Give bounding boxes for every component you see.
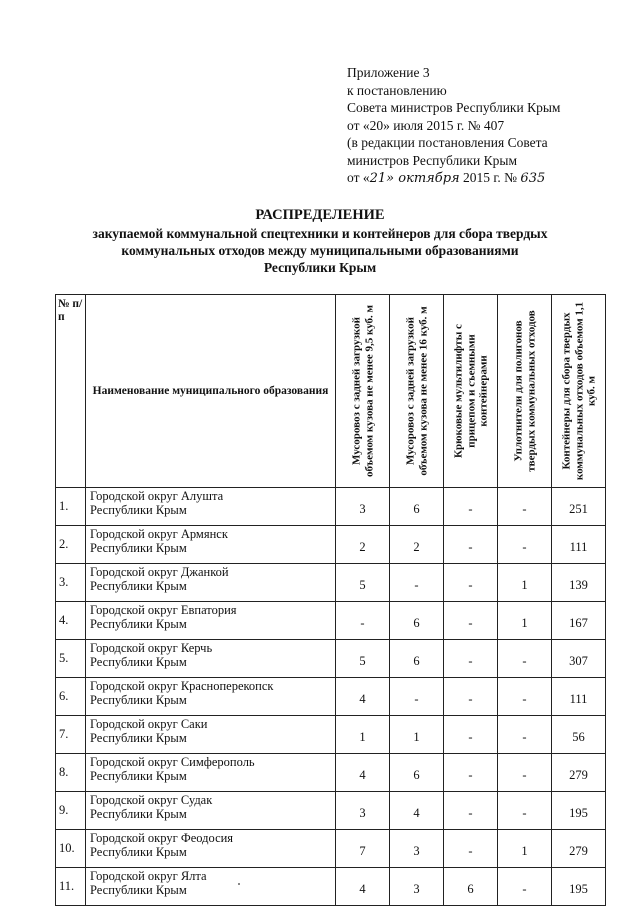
col-4-value: - xyxy=(498,792,552,830)
municipality-name-line: Городской округ Судак xyxy=(90,793,213,807)
table-row xyxy=(56,564,606,602)
col-5-value: 279 xyxy=(552,830,606,868)
municipality-region-line: Республики Крым xyxy=(90,769,187,783)
header-col-4-text: Уплотнители для полигонов твердых коммунальных отходов xyxy=(512,310,537,472)
header-line: Приложение 3 xyxy=(347,65,430,80)
municipality-name-line: Городской округ Ялта xyxy=(90,869,207,883)
title-line: закупаемой коммунальной спецтехники и контейнеров для сбора твердых xyxy=(92,226,548,241)
municipality-region-line: Республики Крым xyxy=(90,617,187,631)
table-row xyxy=(56,488,606,526)
date-prefix: от « xyxy=(347,170,370,185)
header-line-date xyxy=(347,169,617,188)
col-5-value: 111 xyxy=(552,526,606,564)
date-year: 2015 г. № xyxy=(459,170,521,185)
col-4-value: - xyxy=(498,716,552,754)
col-1-value: 5 xyxy=(336,564,390,602)
appendix-header xyxy=(347,64,617,188)
col-5-value: 167 xyxy=(552,602,606,640)
municipality-region-line: Республики Крым xyxy=(90,655,187,669)
row-number: 1. xyxy=(56,488,86,526)
document-title xyxy=(40,207,600,276)
table-header-row xyxy=(56,295,606,488)
municipality-name-line: Городской округ Саки xyxy=(90,717,208,731)
col-4-value: - xyxy=(498,488,552,526)
col-1-value: 4 xyxy=(336,678,390,716)
handwritten-month: » октября xyxy=(386,171,460,186)
header-col-5-text: Контейнеры для сбора твердых коммунальных отходов объемом 1,1 куб. м xyxy=(559,301,597,481)
col-1-value: 1 xyxy=(336,716,390,754)
row-number: 8. xyxy=(56,754,86,792)
col-3-value: - xyxy=(444,716,498,754)
table-row xyxy=(56,754,606,792)
row-number: 5. xyxy=(56,640,86,678)
row-number: 3. xyxy=(56,564,86,602)
col-2-value: - xyxy=(390,678,444,716)
col-3-value: - xyxy=(444,488,498,526)
scan-speck xyxy=(238,883,240,885)
header-line: от «20» июля 2015 г. № 407 xyxy=(347,117,505,133)
col-5-value: 56 xyxy=(552,716,606,754)
municipality-region-line: Республики Крым xyxy=(90,845,187,859)
header-col-5 xyxy=(552,295,606,488)
header-col-3-text: Крюковые мультилифты с прицепом и съемными контейнерами xyxy=(451,324,489,458)
col-4-value: - xyxy=(498,754,552,792)
col-3-value: - xyxy=(444,602,498,640)
municipality-name xyxy=(86,830,336,868)
header-col-1 xyxy=(336,295,390,488)
col-2-value: 6 xyxy=(390,754,444,792)
col-1-value: 2 xyxy=(336,526,390,564)
row-number: 2. xyxy=(56,526,86,564)
municipality-name xyxy=(86,678,336,716)
title-line: коммунальных отходов между муниципальными образованиями xyxy=(121,243,519,258)
col-4-value: - xyxy=(498,868,552,906)
col-2-value: 6 xyxy=(390,640,444,678)
municipality-name xyxy=(86,640,336,678)
table-row xyxy=(56,830,606,868)
col-1-value: 4 xyxy=(336,754,390,792)
col-3-value: - xyxy=(444,564,498,602)
col-2-value: 2 xyxy=(390,526,444,564)
municipality-region-line: Республики Крым xyxy=(90,579,187,593)
table-row xyxy=(56,602,606,640)
municipality-name-line: Городской округ Красноперекопск xyxy=(90,679,274,693)
header-line: (в редакции постановления Совета xyxy=(347,135,548,150)
municipality-name-line: Городской округ Керчь xyxy=(90,641,213,655)
handwritten-number: 635 xyxy=(520,171,546,186)
col-5-value: 111 xyxy=(552,678,606,716)
header-line: к постановлению xyxy=(347,82,447,98)
header-col-4 xyxy=(498,295,552,488)
municipality-region-line: Республики Крым xyxy=(90,503,187,517)
col-2-value: 6 xyxy=(390,488,444,526)
municipality-name xyxy=(86,754,336,792)
col-5-value: 279 xyxy=(552,754,606,792)
municipality-region-line: Республики Крым xyxy=(90,541,187,555)
col-4-value: 1 xyxy=(498,564,552,602)
col-5-value: 195 xyxy=(552,868,606,906)
table-row xyxy=(56,868,606,906)
col-4-value: 1 xyxy=(498,602,552,640)
col-5-value: 195 xyxy=(552,792,606,830)
table-row xyxy=(56,678,606,716)
col-2-value: 3 xyxy=(390,830,444,868)
municipality-name xyxy=(86,488,336,526)
distribution-table xyxy=(55,294,606,906)
municipality-name-line: Городской округ Евпатория xyxy=(90,603,237,617)
municipality-name-line: Городской округ Армянск xyxy=(90,527,228,541)
col-3-value: 6 xyxy=(444,868,498,906)
municipality-name xyxy=(86,526,336,564)
row-number: 11. xyxy=(56,868,86,906)
col-1-value: 7 xyxy=(336,830,390,868)
col-4-value: 1 xyxy=(498,830,552,868)
municipality-region-line: Республики Крым xyxy=(90,807,187,821)
table-body xyxy=(56,488,606,906)
col-3-value: - xyxy=(444,678,498,716)
handwritten-day: 21 xyxy=(369,171,387,186)
col-3-value: - xyxy=(444,640,498,678)
municipality-region-line: Республики Крым xyxy=(90,883,187,897)
header-name: Наименование муниципального образования xyxy=(86,295,336,488)
table-row xyxy=(56,526,606,564)
col-2-value: 3 xyxy=(390,868,444,906)
municipality-name xyxy=(86,792,336,830)
row-number: 4. xyxy=(56,602,86,640)
col-3-value: - xyxy=(444,792,498,830)
header-line: министров Республики Крым xyxy=(347,152,517,168)
col-3-value: - xyxy=(444,830,498,868)
row-number: 6. xyxy=(56,678,86,716)
col-1-value: 5 xyxy=(336,640,390,678)
col-5-value: 251 xyxy=(552,488,606,526)
col-5-value: 139 xyxy=(552,564,606,602)
municipality-region-line: Республики Крым xyxy=(90,693,187,707)
row-number: 10. xyxy=(56,830,86,868)
col-4-value: - xyxy=(498,678,552,716)
row-number: 9. xyxy=(56,792,86,830)
municipality-name xyxy=(86,716,336,754)
header-num: № п/п xyxy=(56,295,86,488)
header-line: Совета министров Республики Крым xyxy=(347,100,561,115)
col-3-value: - xyxy=(444,754,498,792)
row-number: 7. xyxy=(56,716,86,754)
col-3-value: - xyxy=(444,526,498,564)
col-1-value: 3 xyxy=(336,488,390,526)
municipality-name-line: Городской округ Алушта xyxy=(90,489,224,503)
municipality-name xyxy=(86,868,336,906)
header-col-2 xyxy=(390,295,444,488)
col-2-value: 4 xyxy=(390,792,444,830)
title-line: Республики Крым xyxy=(263,260,377,275)
header-col-1-text: Мусоровоз с задней загрузкой объемом кузова не менее 9,5 куб. м xyxy=(350,304,375,478)
municipality-name-line: Городской округ Джанкой xyxy=(90,565,229,579)
table-row xyxy=(56,792,606,830)
table-row xyxy=(56,640,606,678)
header-col-3 xyxy=(444,295,498,488)
col-1-value: 4 xyxy=(336,868,390,906)
col-2-value: 1 xyxy=(390,716,444,754)
col-2-value: 6 xyxy=(390,602,444,640)
table-row xyxy=(56,716,606,754)
municipality-name-line: Городской округ Феодосия xyxy=(90,831,234,845)
col-1-value: 3 xyxy=(336,792,390,830)
title-main: РАСПРЕДЕЛЕНИЕ xyxy=(255,207,385,223)
col-4-value: - xyxy=(498,640,552,678)
municipality-name xyxy=(86,564,336,602)
col-5-value: 307 xyxy=(552,640,606,678)
municipality-name xyxy=(86,602,336,640)
col-4-value: - xyxy=(498,526,552,564)
col-2-value: - xyxy=(390,564,444,602)
header-col-2-text: Мусоровоз с задней загрузкой объемом кузова не менее 16 куб. м xyxy=(404,306,429,476)
municipality-region-line: Республики Крым xyxy=(90,731,187,745)
municipality-name-line: Городской округ Симферополь xyxy=(90,755,255,769)
col-1-value: - xyxy=(336,602,390,640)
